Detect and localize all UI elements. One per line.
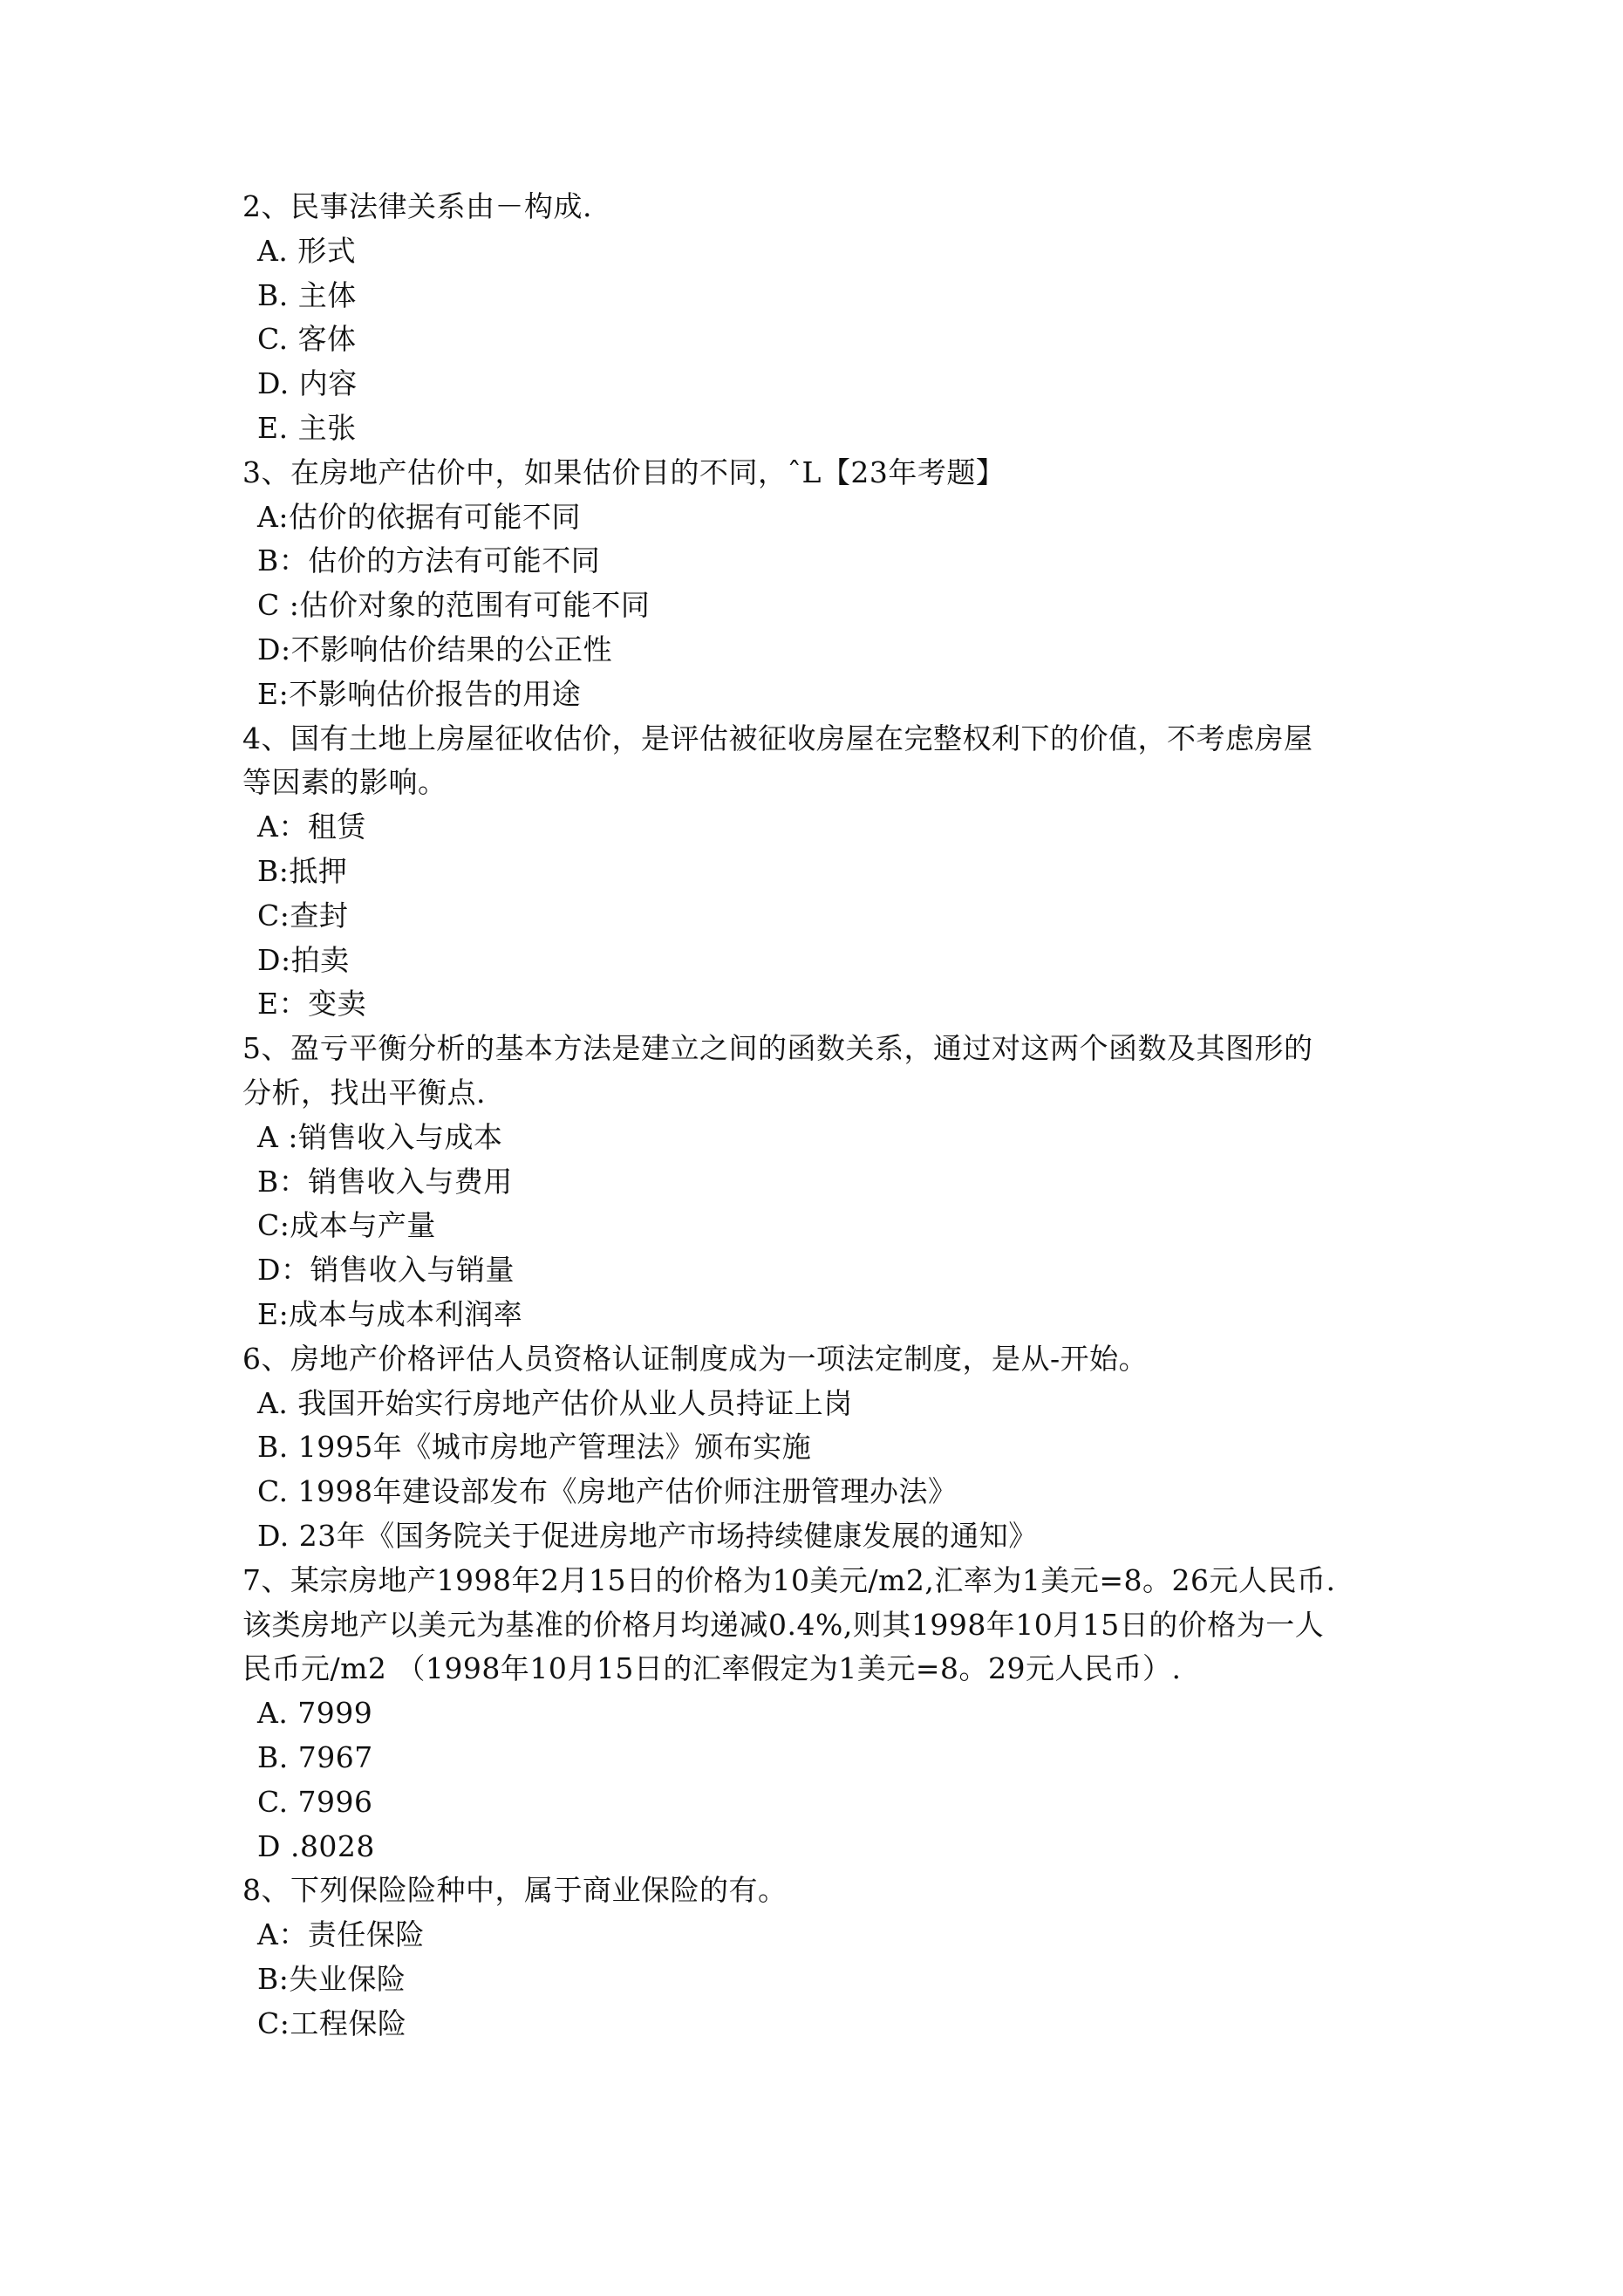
option-line: D:拍卖 bbox=[257, 943, 350, 977]
option-line: D. 23年《国务院关于促进房地产市场持续健康发展的通知》 bbox=[257, 1519, 1038, 1553]
option-line: A：租赁 bbox=[257, 810, 366, 844]
option-line: C. 7996 bbox=[257, 1785, 373, 1819]
option-line: B：估价的方法有可能不同 bbox=[257, 543, 601, 577]
question-text-line: 7、某宗房地产1998年2月15日的价格为10美元/m2,汇率为1美元=8。26元人民币. bbox=[242, 1563, 1336, 1597]
option-line: C:查封 bbox=[257, 899, 349, 933]
option-line: B:抵押 bbox=[257, 854, 348, 888]
option-line: B. 1995年《城市房地产管理法》颁布实施 bbox=[257, 1430, 812, 1464]
question-text-line: 4、国有土地上房屋征收估价，是评估被征收房屋在完整权利下的价值，不考虑房屋 bbox=[242, 721, 1313, 755]
option-line: B:失业保险 bbox=[257, 1962, 406, 1996]
option-line: A. 我国开始实行房地产估价从业人员持证上岗 bbox=[257, 1386, 853, 1420]
option-line: E. 主张 bbox=[257, 411, 357, 445]
option-line: D：销售收入与销量 bbox=[257, 1253, 515, 1287]
option-line: D:不影响估价结果的公正性 bbox=[257, 632, 613, 666]
option-line: E：变卖 bbox=[257, 987, 367, 1021]
question-text-line: 3、在房地产估价中，如果估价目的不同，ˆL【23年考题】 bbox=[242, 455, 1006, 489]
option-line: A:估价的依据有可能不同 bbox=[257, 500, 581, 534]
option-line: B. 主体 bbox=[257, 278, 357, 312]
option-line: C:工程保险 bbox=[257, 2006, 407, 2040]
question-text-line: 8、下列保险险种中，属于商业保险的有。 bbox=[242, 1873, 788, 1907]
option-line: C :估价对象的范围有可能不同 bbox=[257, 588, 651, 622]
option-line: C. 客体 bbox=[257, 322, 357, 356]
option-line: D. 内容 bbox=[257, 366, 358, 400]
option-line: E:不影响估价报告的用途 bbox=[257, 677, 582, 711]
question-text-line: 等因素的影响。 bbox=[242, 765, 447, 799]
question-text-line: 2、民事法律关系由－构成. bbox=[242, 189, 592, 223]
question-text-line: 分析，找出平衡点. bbox=[242, 1076, 486, 1110]
question-text-line: 该类房地产以美元为基准的价格月均递减0.4%,则其1998年10月15日的价格为一人 bbox=[242, 1608, 1325, 1642]
option-line: C:成本与产量 bbox=[257, 1208, 436, 1242]
option-line: A：责任保险 bbox=[257, 1917, 425, 1951]
option-line: C. 1998年建设部发布《房地产估价师注册管理办法》 bbox=[257, 1474, 958, 1508]
question-text-line: 5、盈亏平衡分析的基本方法是建立之间的函数关系，通过对这两个函数及其图形的 bbox=[242, 1031, 1313, 1065]
option-line: B：销售收入与费用 bbox=[257, 1165, 513, 1199]
option-line: E:成本与成本利润率 bbox=[257, 1297, 523, 1331]
question-text-line: 6、房地产价格评估人员资格认证制度成为一项法定制度，是从-开始。 bbox=[242, 1342, 1149, 1376]
option-line: D .8028 bbox=[257, 1829, 375, 1863]
option-line: A :销售收入与成本 bbox=[257, 1120, 503, 1154]
option-line: B. 7967 bbox=[257, 1740, 373, 1774]
question-text-line: 民币元/m2 （1998年10月15日的汇率假定为1美元=8。29元人民币）. bbox=[242, 1651, 1182, 1685]
option-line: A. 形式 bbox=[257, 234, 357, 268]
option-line: A. 7999 bbox=[257, 1696, 373, 1730]
